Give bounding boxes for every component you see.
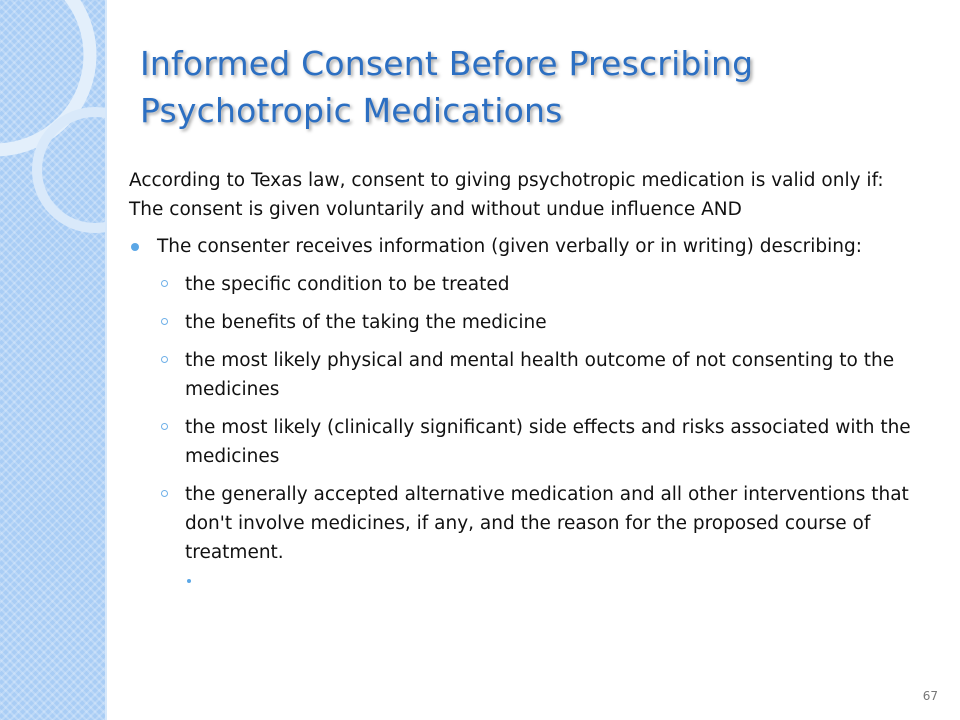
- title-line-1: Informed Consent Before Prescribing: [140, 44, 754, 83]
- ring-bullet-icon: [161, 423, 168, 430]
- intro-text: According to Texas law, consent to giving psychotropic medication is valid only if:: [129, 170, 884, 191]
- sub-bullet-item: [129, 480, 939, 567]
- ring-bullet-icon: [161, 490, 168, 497]
- small-dot-icon: [187, 579, 191, 583]
- page-number: 67: [922, 689, 938, 703]
- ring-bullet-icon: [161, 356, 168, 363]
- sub-bullet-text: the specific condition to be treated: [185, 274, 510, 295]
- ring-bullet-icon: [161, 318, 168, 325]
- sub-bullet-text: the most likely physical and mental health outcome of not consenting to the medicines: [185, 350, 895, 400]
- decorative-sidebar: [0, 0, 107, 720]
- decorative-circles: [0, 0, 107, 720]
- bullet-dot-icon: [131, 243, 139, 251]
- condition-text: The consent is given voluntarily and without undue influence AND: [129, 199, 742, 220]
- main-bullet-text: The consenter receives information (given verbally or in writing) describing:: [157, 236, 862, 257]
- slide-body: [129, 166, 939, 597]
- sub-bullet-text: the most likely (clinically significant) side effects and risks associated with the medicines: [185, 417, 911, 467]
- sub-bullet-text: the benefits of the taking the medicine: [185, 312, 547, 333]
- sub-bullet-item: [129, 346, 939, 404]
- sub-bullet-item: [129, 308, 939, 337]
- empty-bullet: [129, 567, 939, 597]
- main-bullet: [129, 232, 939, 261]
- sub-bullet-text: the generally accepted alternative medication and all other interventions that don't involve medicines, if any, and the reason for the proposed course of treatment.: [185, 484, 909, 563]
- sub-bullet-item: [129, 270, 939, 299]
- decorative-circle-small: [37, 112, 107, 228]
- decorative-circle-large: [0, 0, 90, 150]
- sub-bullet-item: [129, 413, 939, 471]
- slide-title: [140, 40, 940, 134]
- ring-bullet-icon: [161, 280, 168, 287]
- title-line-2: Psychotropic Medications: [140, 91, 563, 130]
